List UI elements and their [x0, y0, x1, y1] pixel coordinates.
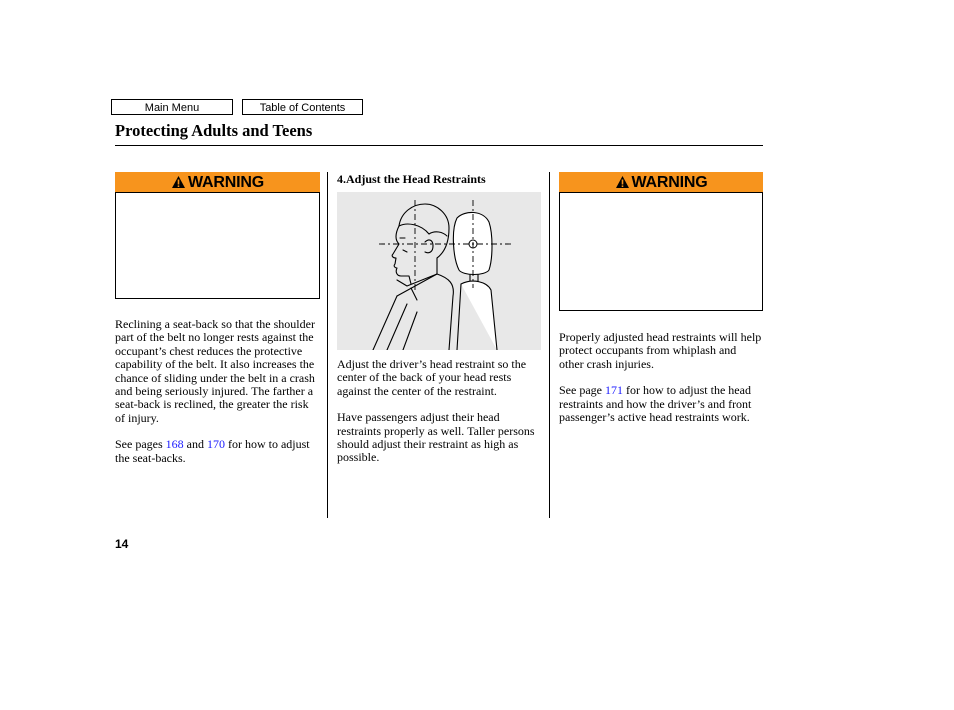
section-heading: 4.Adjust the Head Restraints [337, 172, 486, 186]
warning-label: WARNING [188, 174, 264, 191]
warning-triangle-icon [615, 175, 630, 189]
warning-header-right [559, 172, 763, 193]
head-restraint-illustration [337, 192, 541, 350]
see-pages-suffix: for how to adjust the seat-backs. [115, 437, 310, 465]
page-title: Protecting Adults and Teens [115, 121, 313, 140]
left-column-text [115, 318, 320, 465]
page-link-171[interactable]: 171 [604, 383, 623, 398]
warning-triangle-icon [171, 175, 186, 189]
left-see-pages [115, 438, 320, 465]
left-paragraph: Reclining a seat-back so that the shoulder part of the belt no longer rests against the occupant’s chest reduces the protective capability of the belt. It also increases the chance of sliding under the belt in a crash and being seriously injured. The farther a seat-back is reclined, the greater the risk of injury. [115, 317, 315, 425]
and-text: and [186, 437, 204, 452]
page-link-168[interactable]: 168 [165, 437, 184, 452]
warning-box-left [115, 192, 320, 299]
see-page-suffix: for how to adjust the head restraints and how the driver’s and front passenger’s active head restraints work. [559, 383, 752, 425]
table-of-contents-button[interactable]: Table of Contents [242, 99, 363, 115]
middle-paragraph-2: Have passengers adjust their head restraints properly as well. Taller persons should adjust their restraint as high as possible. [337, 410, 535, 465]
right-see-page [559, 384, 763, 424]
middle-column-text [337, 358, 541, 465]
page-number: 14 [115, 537, 129, 551]
see-page-text: See page [559, 383, 602, 398]
middle-paragraph-1: Adjust the driver’s head restraint so the center of the back of your head rests against the center of the restraint. [337, 357, 527, 398]
warning-label: WARNING [631, 174, 708, 191]
page-link-170[interactable]: 170 [206, 437, 225, 452]
title-divider [115, 145, 763, 146]
right-column-text [559, 331, 763, 424]
main-menu-button[interactable]: Main Menu [111, 99, 233, 115]
see-pages-text: See pages [115, 437, 163, 452]
column-divider-left [327, 172, 328, 518]
warning-box-right [559, 192, 763, 311]
right-paragraph: Properly adjusted head restraints will help protect occupants from whiplash and other crash injuries. [559, 330, 762, 371]
head-restraint-diagram [337, 192, 541, 350]
column-divider-right [549, 172, 550, 518]
warning-header-left [115, 172, 320, 193]
